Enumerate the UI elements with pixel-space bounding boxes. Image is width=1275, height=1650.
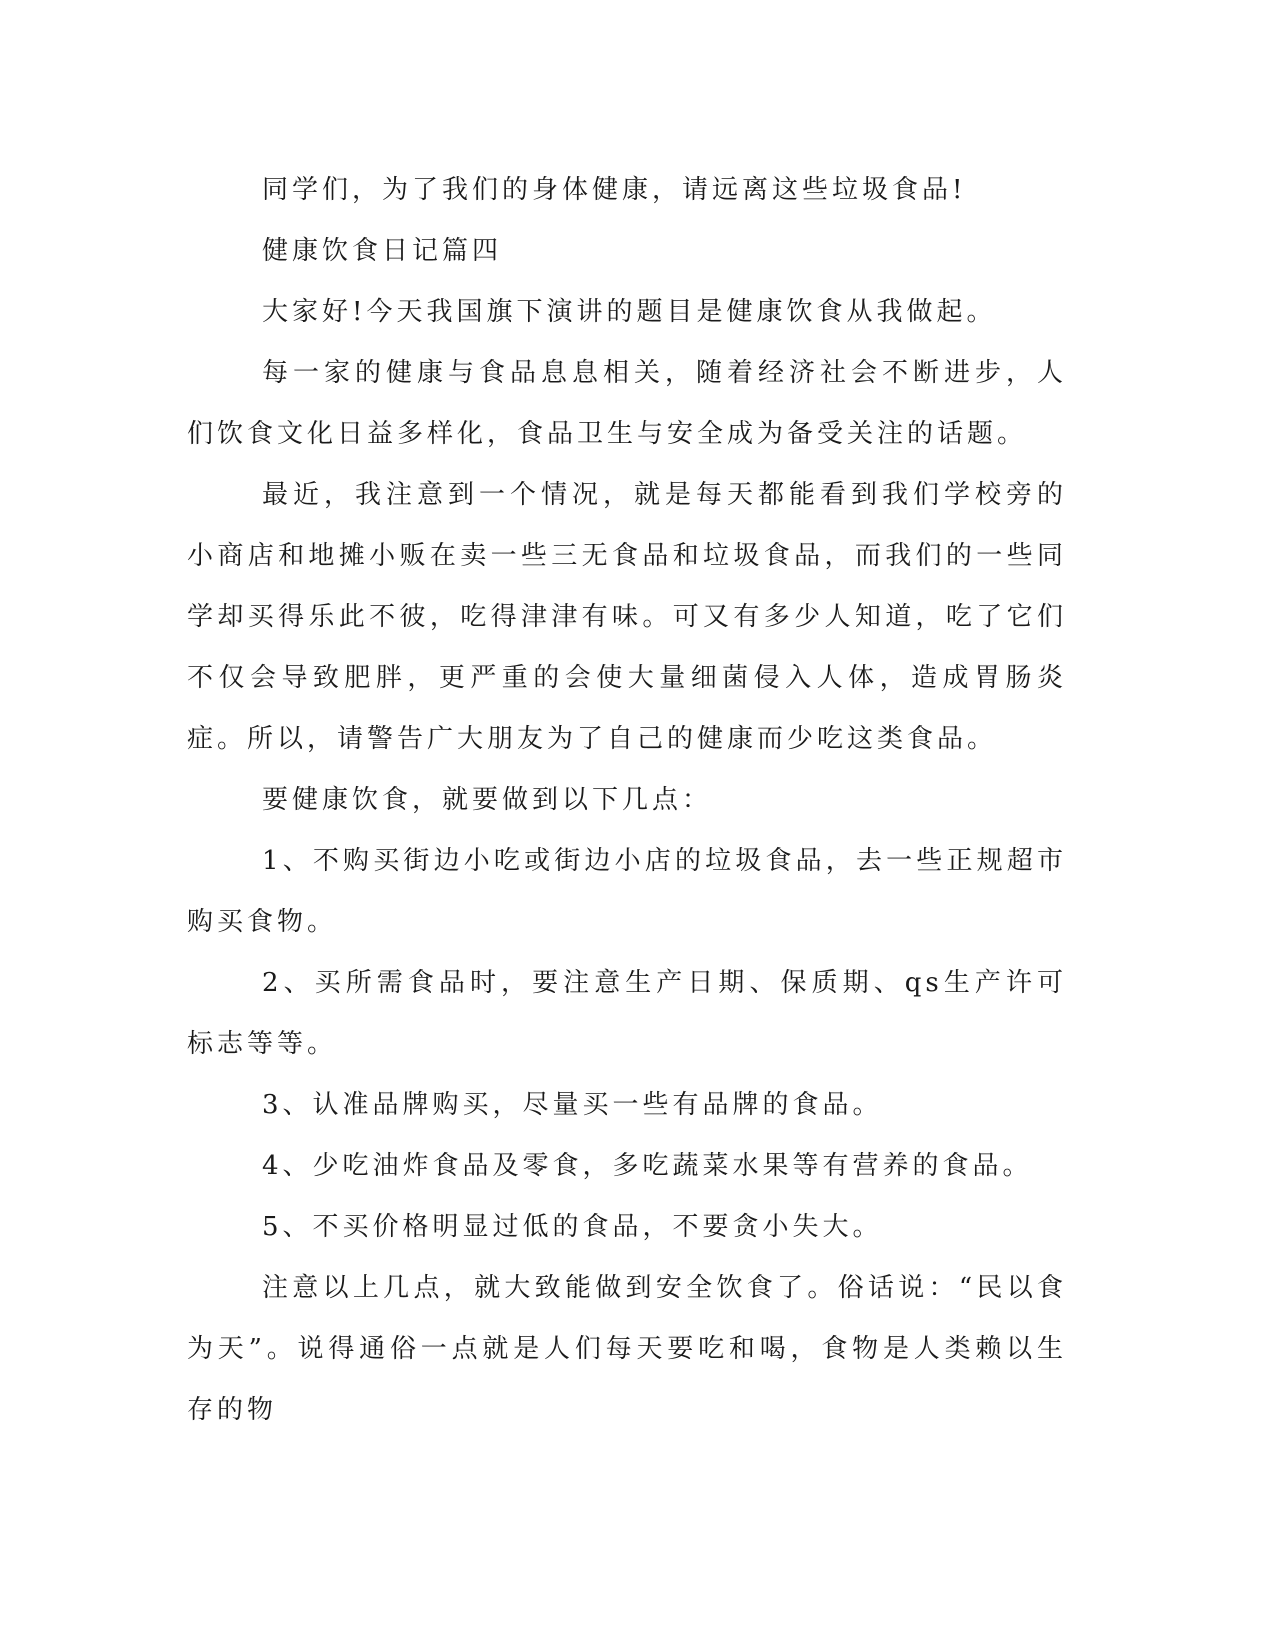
paragraph-list-intro: 要健康饮食，就要做到以下几点： (262, 785, 713, 815)
paragraph-observation: 最近，我注意到一个情况，就是每天都能看到我们学校旁的小商店和地摊小贩在卖一些三无食品和垃圾食品，而我们的一些同学却买得乐此不彼，吃得津津有味。可又有多少人知道，吃了它们不仅会导致肥胖，更严重的会使大量细菌侵入人体，造成胃肠炎症。所以，请警告广大朋友为了自己的健康而少吃这类食品。 (187, 480, 1067, 754)
section-heading: 健康饮食日记篇四 (262, 236, 503, 266)
paragraph-greeting: 大家好!今天我国旗下演讲的题目是健康饮食从我做起。 (262, 297, 997, 327)
list-item-4: 4、少吃油炸食品及零食，多吃蔬菜水果等有营养的食品。 (262, 1151, 1033, 1181)
paragraph-closing-appeal: 同学们，为了我们的身体健康，请远离这些垃圾食品! (262, 175, 967, 205)
list-item-2: 2、买所需食品时，要注意生产日期、保质期、qs生产许可标志等等。 (187, 968, 1067, 1059)
list-item-3: 3、认准品牌购买，尽量买一些有品牌的食品。 (262, 1090, 883, 1120)
paragraph-conclusion: 注意以上几点，就大致能做到安全饮食了。俗话说：“民以食为天”。说得通俗一点就是人们每天要吃和喝，食物是人类赖以生存的物 (187, 1273, 1067, 1425)
paragraph-intro: 每一家的健康与食品息息相关，随着经济社会不断进步，人们饮食文化日益多样化，食品卫生与安全成为备受关注的话题。 (187, 358, 1067, 449)
document-body (187, 160, 1067, 1441)
list-item-5: 5、不买价格明显过低的食品，不要贪小失大。 (262, 1212, 883, 1242)
list-item-1: 1、不购买街边小吃或街边小店的垃圾食品，去一些正规超市购买食物。 (187, 846, 1067, 937)
